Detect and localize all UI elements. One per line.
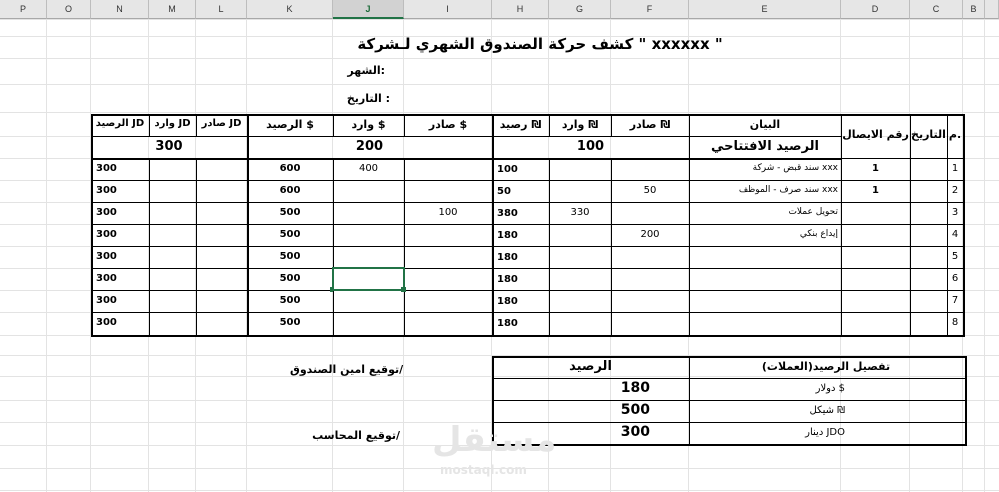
- row-jd-bal: 300: [96, 251, 117, 262]
- column-header-m[interactable]: M: [149, 0, 196, 19]
- column-header-k[interactable]: K: [247, 0, 333, 19]
- table-border-v: [404, 158, 405, 335]
- summary-currency: دينار JDO: [805, 427, 845, 438]
- row-ils-bal: 180: [497, 296, 518, 307]
- table-border-h: [492, 400, 965, 401]
- grid-line-h: [0, 84, 999, 85]
- table-border-h: [91, 335, 964, 337]
- table-border-h: [841, 158, 963, 159]
- column-header-c[interactable]: C: [910, 0, 963, 19]
- column-header-h[interactable]: H: [492, 0, 549, 19]
- row-ils-bal: 180: [497, 230, 518, 241]
- fill-handle[interactable]: [401, 287, 406, 292]
- table-border-h: [91, 246, 963, 247]
- header-receipt: رقم الايصال: [842, 128, 909, 141]
- row-number: 4: [951, 229, 959, 240]
- column-header-d[interactable]: D: [841, 0, 910, 19]
- header-jd-bal: الرصيد JD: [95, 118, 145, 129]
- row-statement: تحويل عملات: [788, 207, 838, 217]
- row-usd-bal: 500: [279, 295, 301, 306]
- row-usd-bal: 500: [279, 317, 301, 328]
- watermark-url: mostaql.com: [440, 463, 527, 477]
- selected-cell[interactable]: [332, 267, 405, 291]
- row-usd-bal: 600: [279, 163, 301, 174]
- header-no: م.: [948, 128, 962, 141]
- row-jd-bal: 300: [96, 273, 117, 284]
- header-date: التاريخ: [911, 128, 946, 141]
- row-number: 1: [951, 163, 959, 174]
- row-usd-in: 400: [358, 163, 379, 174]
- row-ils-bal: 100: [497, 164, 518, 175]
- table-border-h: [91, 268, 963, 269]
- date-label: التاريخ :: [346, 92, 390, 105]
- row-usd-bal: 500: [279, 207, 301, 218]
- table-border-v: [333, 158, 334, 335]
- table-border-v: [963, 114, 965, 337]
- row-usd-out: 100: [438, 207, 458, 218]
- summary-balance: 180: [620, 380, 650, 396]
- table-border-h: [91, 202, 963, 203]
- table-border-v: [910, 114, 911, 335]
- row-ils-bal: 180: [497, 318, 518, 329]
- row-statement: إيداع بنكي: [799, 229, 838, 239]
- table-border-h: [91, 224, 963, 225]
- grid-line-h: [0, 112, 999, 113]
- header-jd-in: وارد JD: [154, 118, 191, 129]
- opening-usd: 200: [355, 139, 384, 154]
- row-jd-bal: 300: [96, 317, 117, 328]
- summary-header-balance: الرصيد: [569, 359, 612, 374]
- table-border-v: [196, 158, 197, 335]
- column-header-j[interactable]: J: [333, 0, 404, 19]
- page-title: كشف حركة الصندوق الشهري لـشركة " xxxxxx ": [357, 35, 723, 53]
- row-number: 6: [951, 273, 959, 284]
- column-header-p[interactable]: P: [0, 0, 47, 19]
- summary-currency: دولار $: [815, 383, 845, 394]
- table-border-h: [492, 422, 965, 423]
- row-statement: سند صرف - الموظف xxx: [738, 185, 838, 195]
- table-border-h: [91, 312, 963, 313]
- selection-anchor: [330, 287, 333, 292]
- column-header-f[interactable]: F: [611, 0, 689, 19]
- row-ils-out: 200: [640, 229, 660, 240]
- month-label: الشهر:: [347, 64, 385, 77]
- summary-currency: شيكل ₪: [809, 405, 845, 416]
- row-jd-bal: 300: [96, 229, 117, 240]
- table-border-v: [149, 158, 150, 335]
- row-ils-bal: 380: [497, 208, 518, 219]
- table-border-h: [91, 158, 841, 160]
- row-jd-bal: 300: [96, 295, 117, 306]
- header-usd-bal: الرصيد $: [266, 118, 314, 131]
- row-usd-bal: 500: [279, 229, 301, 240]
- signature-accountant: توقيع المحاسب/: [312, 429, 400, 442]
- column-header-l[interactable]: L: [196, 0, 247, 19]
- table-border-h: [492, 378, 965, 379]
- watermark-logo: مستقل: [432, 420, 557, 460]
- column-header-g[interactable]: G: [549, 0, 611, 19]
- header-ils-out: صادر ₪: [629, 118, 671, 131]
- row-jd-bal: 300: [96, 185, 117, 196]
- row-ils-out: 50: [643, 185, 657, 196]
- header-ils-bal: رصيد ₪: [499, 118, 542, 131]
- row-usd-bal: 500: [279, 273, 301, 284]
- row-ils-bal: 180: [497, 252, 518, 263]
- table-border-h: [91, 180, 963, 181]
- signature-cashier: توقيع امين الصندوق/: [290, 363, 404, 376]
- row-usd-bal: 600: [279, 185, 301, 196]
- table-border-h: [492, 356, 967, 358]
- table-border-h: [91, 136, 841, 137]
- opening-label: الرصيد الافتتاحي: [711, 139, 819, 154]
- row-ils-bal: 180: [497, 274, 518, 285]
- row-number: 8: [951, 317, 959, 328]
- column-header-o[interactable]: O: [47, 0, 91, 19]
- summary-header-details: تفصيل الرصيد(العملات): [761, 360, 891, 373]
- row-number: 3: [951, 207, 959, 218]
- header-ils-in: وارد ₪: [561, 118, 599, 131]
- header-jd-out: صادر JD: [201, 118, 242, 129]
- row-receipt: 1: [872, 163, 879, 174]
- column-header-e[interactable]: E: [689, 0, 841, 19]
- column-header-i[interactable]: I: [404, 0, 492, 19]
- grid-line-h: [0, 376, 999, 377]
- row-jd-bal: 300: [96, 207, 117, 218]
- grid-line-h: [0, 58, 999, 59]
- row-number: 2: [951, 185, 959, 196]
- table-border-h: [91, 114, 964, 116]
- opening-jd: 300: [155, 139, 183, 154]
- grid-line-h: [0, 19, 999, 20]
- table-border-v: [689, 356, 690, 444]
- column-header-n[interactable]: N: [91, 0, 149, 19]
- summary-balance: 500: [620, 402, 650, 418]
- header-statement: البيان: [749, 118, 781, 131]
- row-jd-bal: 300: [96, 163, 117, 174]
- column-header-filler: [985, 0, 999, 19]
- table-border-v: [965, 356, 967, 446]
- row-number: 5: [951, 251, 959, 262]
- row-ils-bal: 50: [497, 186, 511, 197]
- table-border-v: [549, 158, 550, 335]
- row-usd-bal: 500: [279, 251, 301, 262]
- table-border-h: [91, 290, 963, 291]
- header-usd-out: صادر $: [428, 118, 468, 131]
- opening-ils: 100: [576, 139, 605, 154]
- summary-balance: 300: [620, 424, 650, 440]
- row-receipt: 1: [872, 185, 879, 196]
- table-border-v: [841, 114, 842, 335]
- header-usd-in: وارد $: [351, 118, 386, 131]
- table-border-h: [492, 444, 967, 446]
- column-header-b[interactable]: B: [963, 0, 985, 19]
- row-ils-in: 330: [570, 207, 590, 218]
- grid-line-h: [0, 490, 999, 491]
- row-statement: سند قبض - شركة xxx: [752, 163, 838, 173]
- row-number: 7: [951, 295, 959, 306]
